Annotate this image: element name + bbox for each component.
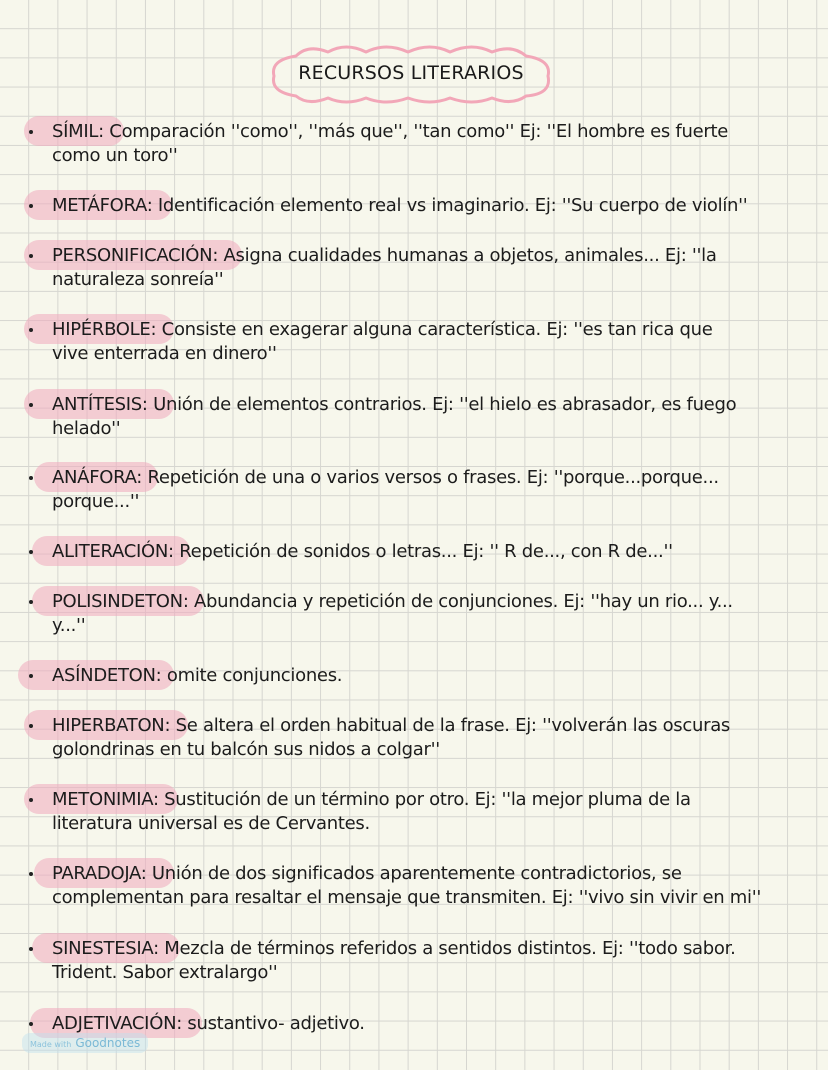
bullet-icon bbox=[29, 130, 33, 134]
definition-cont: como un toro'' bbox=[52, 145, 178, 166]
definition: Asigna cualidades humanas a objetos, animales... Ej: ''la bbox=[218, 245, 717, 266]
term: SÍMIL: bbox=[52, 121, 104, 142]
bullet-icon bbox=[29, 328, 33, 332]
bullet-icon bbox=[29, 550, 33, 554]
definition-cont: literatura universal es de Cervantes. bbox=[52, 813, 370, 834]
title-cloud bbox=[268, 42, 554, 106]
term: POLISINDETON: bbox=[52, 591, 189, 612]
watermark-brand: Goodnotes bbox=[75, 1036, 141, 1050]
bullet-icon bbox=[29, 254, 33, 258]
definition-cont: vive enterrada en dinero'' bbox=[52, 343, 277, 364]
term: ANÁFORA: bbox=[52, 467, 143, 488]
term: HIPERBATON: bbox=[52, 715, 171, 736]
definition: Repetición de una o varios versos o frases. Ej: ''porque...porque... bbox=[142, 467, 719, 488]
bullet-icon bbox=[29, 724, 33, 728]
watermark-prefix: Made with bbox=[30, 1040, 72, 1049]
definition-cont: Trident. Sabor extralargo'' bbox=[52, 962, 278, 983]
definition-cont: naturaleza sonreía'' bbox=[52, 269, 224, 290]
definition: omite conjunciones. bbox=[161, 665, 343, 686]
definition-cont: porque...'' bbox=[52, 491, 140, 512]
bullet-icon bbox=[29, 204, 33, 208]
definition: Comparación ''como'', ''más que'', ''tan como'' Ej: ''El hombre es fuerte bbox=[103, 121, 728, 142]
term: ADJETIVACIÓN: bbox=[52, 1013, 182, 1034]
goodnotes-watermark bbox=[22, 1033, 148, 1053]
term: METÁFORA: bbox=[52, 195, 153, 216]
definition: Identificación elemento real vs imaginario. Ej: ''Su cuerpo de violín'' bbox=[152, 195, 748, 216]
bullet-icon bbox=[29, 1022, 33, 1026]
term: ANTÍTESIS: bbox=[52, 394, 148, 415]
definition: sustantivo- adjetivo. bbox=[182, 1013, 365, 1034]
definition: Mezcla de términos referidos a sentidos distintos. Ej: ''todo sabor. bbox=[158, 938, 736, 959]
term: PARADOJA: bbox=[52, 863, 147, 884]
term: HIPÉRBOLE: bbox=[52, 319, 157, 340]
term: ALITERACIÓN: bbox=[52, 541, 174, 562]
term: METONIMIA: bbox=[52, 789, 159, 810]
definition-cont: golondrinas en tu balcón sus nidos a colgar'' bbox=[52, 739, 440, 760]
definition: Se altera el orden habitual de la frase. Ej: ''volverán las oscuras bbox=[170, 715, 730, 736]
page-title: RECURSOS LITERARIOS bbox=[298, 62, 524, 84]
definition: Unión de elementos contrarios. Ej: ''el hielo es abrasador, es fuego bbox=[147, 394, 737, 415]
definition: Sustitución de un término por otro. Ej: ''la mejor pluma de la bbox=[158, 789, 691, 810]
bullet-icon bbox=[29, 403, 33, 407]
bullet-icon bbox=[29, 476, 33, 480]
term: ASÍNDETON: bbox=[52, 665, 162, 686]
definition: Repetición de sonidos o letras... Ej: '' R de..., con R de...'' bbox=[173, 541, 673, 562]
bullet-icon bbox=[29, 798, 33, 802]
bullet-icon bbox=[29, 674, 33, 678]
bullet-icon bbox=[29, 872, 33, 876]
definition-cont: complementan para resaltar el mensaje que transmiten. Ej: ''vivo sin vivir en mi'' bbox=[52, 887, 761, 908]
bullet-icon bbox=[29, 600, 33, 604]
definition-cont: helado'' bbox=[52, 418, 121, 439]
definition: Unión de dos significados aparentemente contradictorios, se bbox=[146, 863, 682, 884]
bullet-icon bbox=[29, 947, 33, 951]
definition-cont: y...'' bbox=[52, 615, 86, 636]
definition: Consiste en exagerar alguna característica. Ej: ''es tan rica que bbox=[156, 319, 713, 340]
term: SINESTESIA: bbox=[52, 938, 159, 959]
definition: Abundancia y repetición de conjunciones. Ej: ''hay un rio... y... bbox=[188, 591, 733, 612]
term: PERSONIFICACIÓN: bbox=[52, 245, 219, 266]
